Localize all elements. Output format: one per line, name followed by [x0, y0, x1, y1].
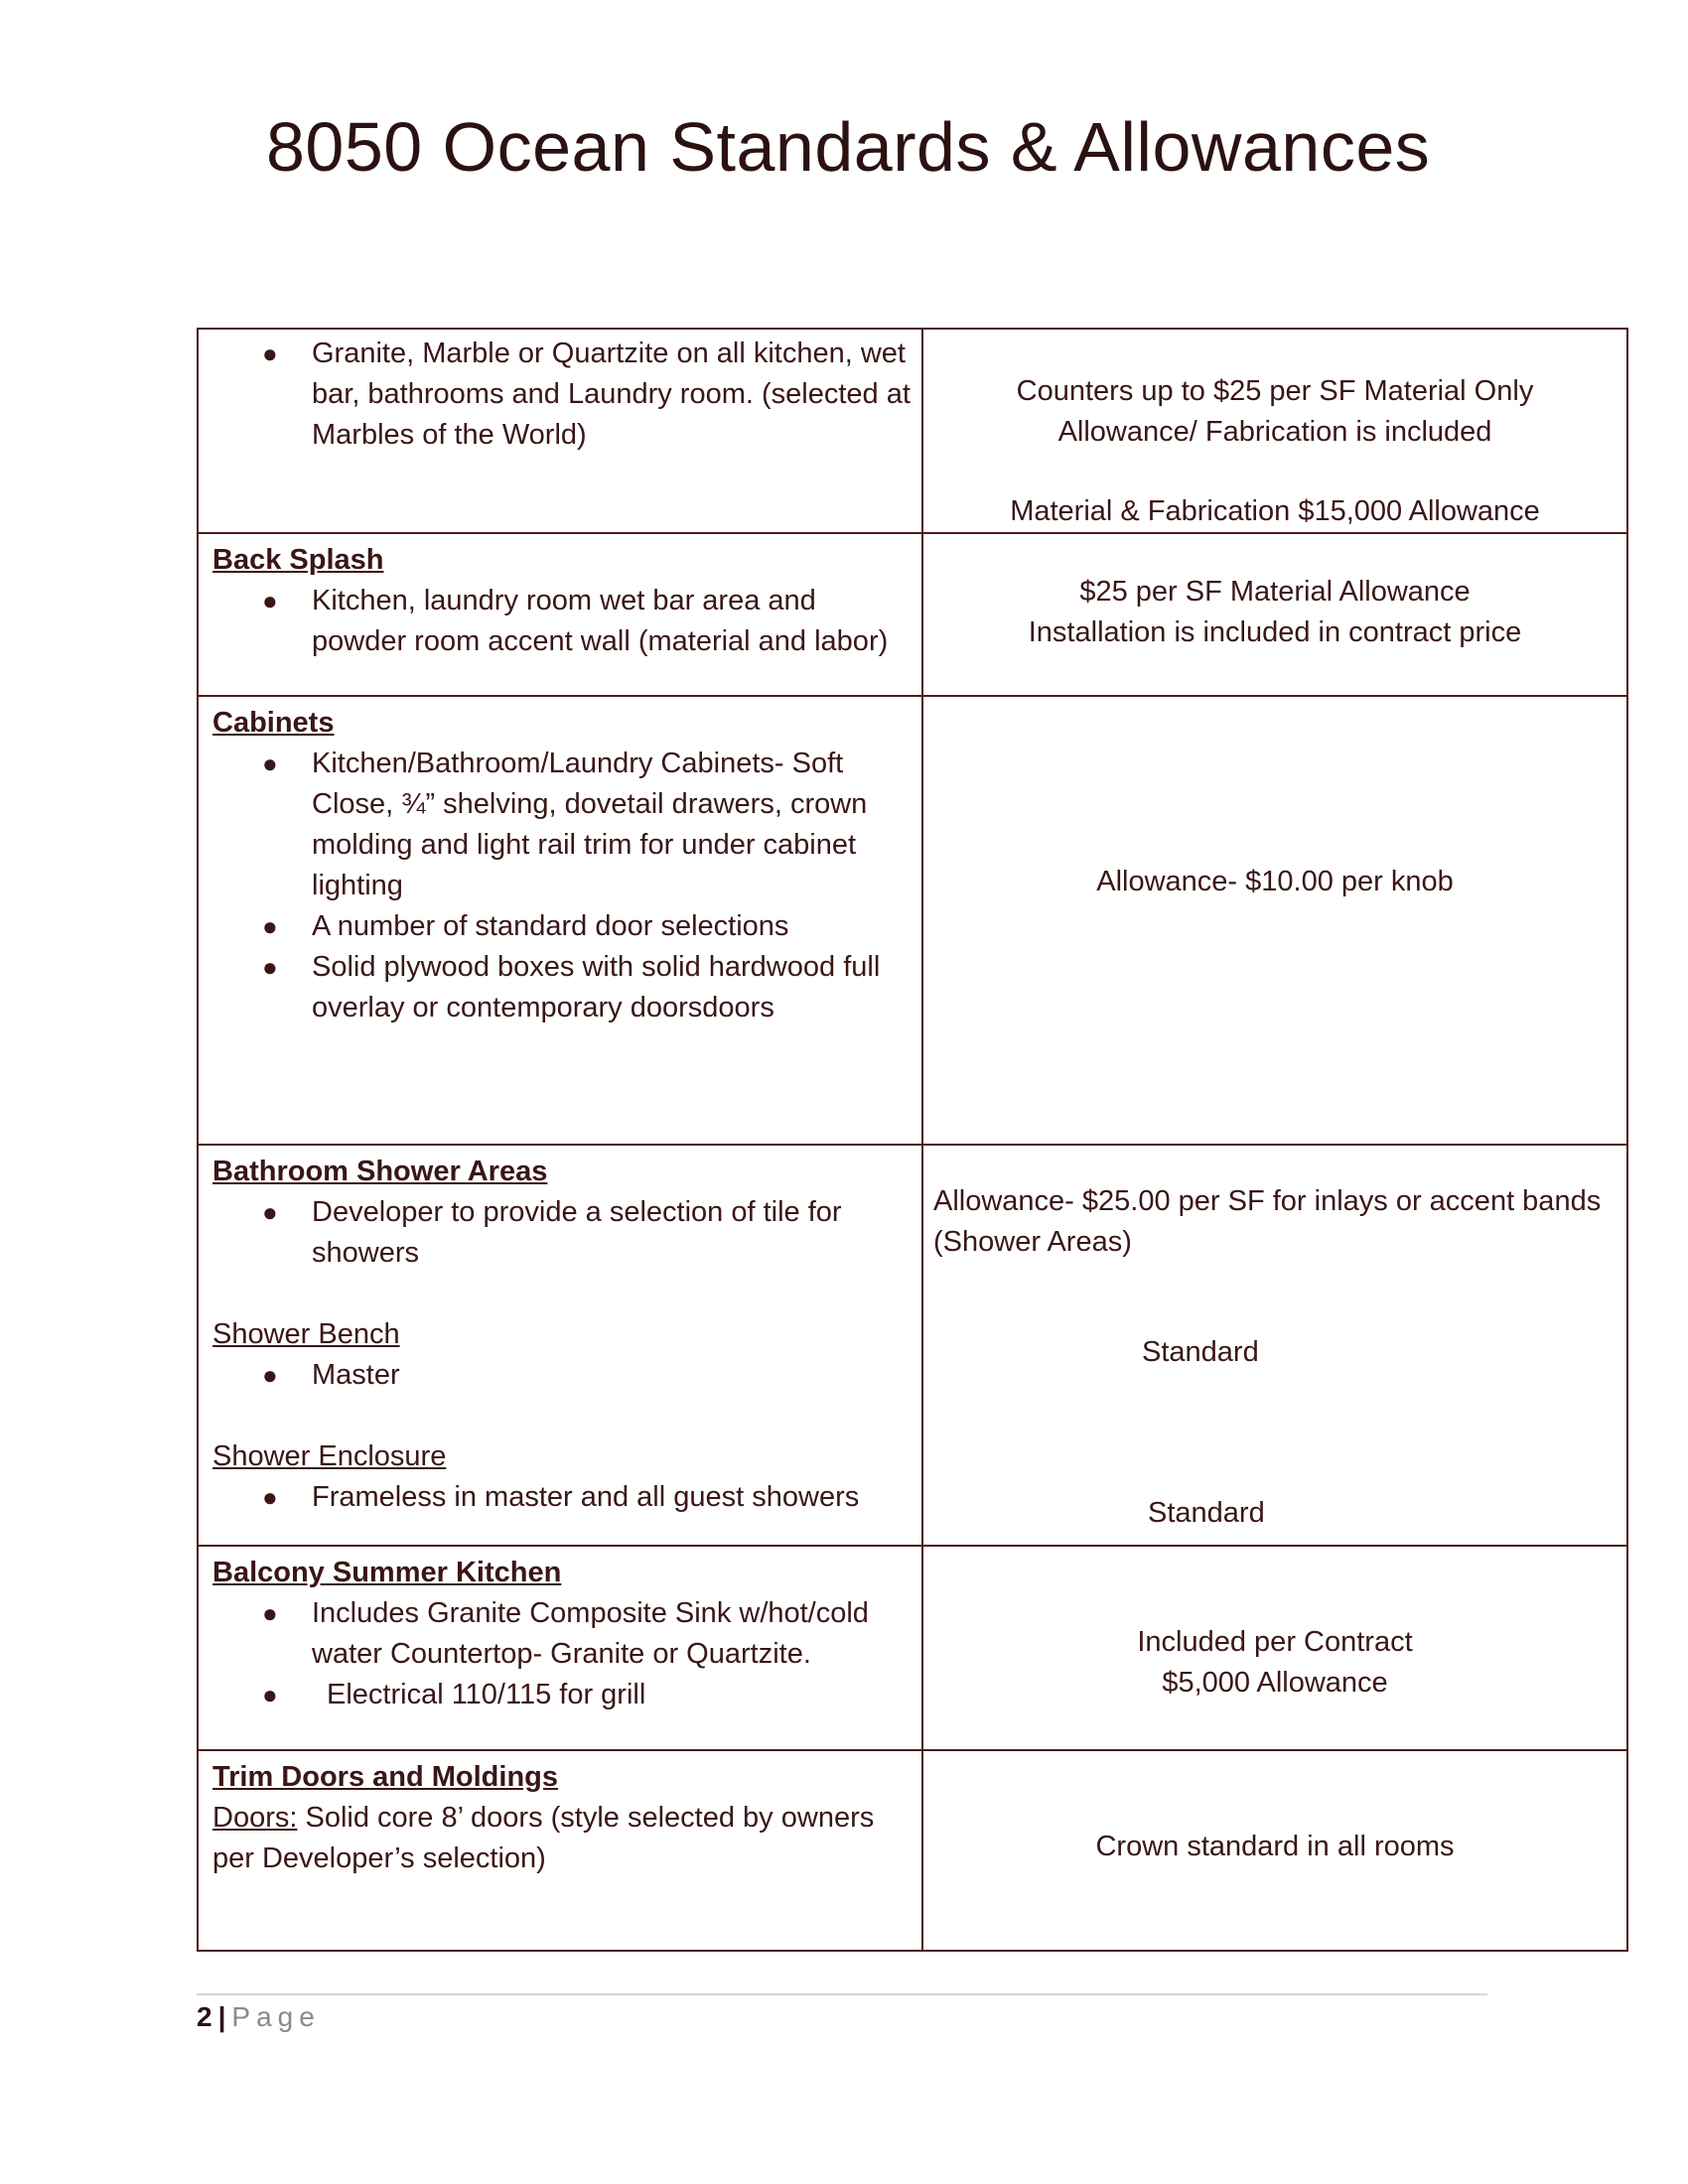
allowance-text: Standard: [1142, 1336, 1259, 1368]
table-row: [198, 696, 1627, 1145]
table-row: [198, 1145, 1627, 1546]
right-cell: [922, 696, 1627, 1145]
bullet-icon: ●: [262, 1482, 278, 1512]
allowance-text: Allowance/ Fabrication is included: [1057, 416, 1492, 448]
left-cell: [198, 1546, 922, 1750]
table-row: [198, 329, 1627, 533]
list-item: ● Developer to provide a selection of tile for showers: [212, 1192, 912, 1274]
standards-table: [197, 328, 1628, 1952]
bullet-icon: ●: [262, 911, 278, 941]
bullet-icon: ●: [262, 1680, 278, 1709]
page-word: Page: [231, 2001, 321, 2032]
page-number: 2: [197, 2001, 212, 2032]
list-item: ● Solid plywood boxes with solid hardwood full overlay or contemporary doorsdoors: [212, 947, 912, 1028]
list-item: ● Frameless in master and all guest showers: [212, 1477, 912, 1518]
right-cell: [922, 1145, 1627, 1546]
bullet-icon: ●: [262, 339, 278, 368]
section-heading: Back Splash: [212, 544, 384, 576]
bullet-list: [212, 744, 912, 1028]
allowance-text: Allowance- $25.00 per SF for inlays or accent bands (Shower Areas): [933, 1185, 1602, 1258]
bullet-icon: ●: [262, 586, 278, 615]
footer-separator: |: [217, 2001, 226, 2032]
left-cell: [198, 1750, 922, 1951]
right-cell: [922, 1546, 1627, 1750]
list-item: ● Granite, Marble or Quartzite on all kitchen, wet bar, bathrooms and Laundry room. (selected at Marbles of the World): [212, 334, 912, 456]
allowance-text: $25 per SF Material Allowance: [1079, 576, 1471, 608]
bullet-list: [212, 334, 912, 456]
subsection-heading: Shower Bench: [212, 1318, 400, 1350]
section-heading: Trim Doors and Moldings: [212, 1761, 559, 1793]
table-row: [198, 1750, 1627, 1951]
bullet-icon: ●: [262, 1598, 278, 1628]
bullet-list: [212, 1192, 912, 1274]
left-cell: [198, 533, 922, 696]
allowance-text: Included per Contract: [1137, 1626, 1413, 1658]
bullet-icon: ●: [262, 952, 278, 982]
table-row: [198, 533, 1627, 696]
list-item: ● Includes Granite Composite Sink w/hot/cold water Countertop- Granite or Quartzite.: [212, 1593, 912, 1675]
bullet-list: [212, 1477, 912, 1518]
footer-divider: [197, 1993, 1487, 1995]
allowance-text: Standard: [1148, 1497, 1265, 1529]
right-cell: [922, 329, 1627, 533]
bullet-list: [212, 1355, 912, 1396]
page-title: 8050 Ocean Standards & Allowances: [266, 108, 1431, 186]
allowance-text: $5,000 Allowance: [1162, 1667, 1388, 1699]
page-footer: [197, 2001, 321, 2033]
allowance-text: Allowance- $10.00 per knob: [1096, 866, 1454, 897]
doors-label: Doors:: [212, 1802, 298, 1834]
right-cell: [922, 533, 1627, 696]
allowance-text: Installation is included in contract price: [1028, 616, 1522, 648]
list-item: ● Master: [212, 1355, 912, 1396]
bullet-icon: ●: [262, 1197, 278, 1227]
list-item: ● Kitchen/Bathroom/Laundry Cabinets- Soft Close, ¾” shelving, dovetail drawers, crown molding and light rail trim for under cabinet lighting: [212, 744, 912, 906]
bullet-icon: ●: [262, 1360, 278, 1390]
left-cell: [198, 696, 922, 1145]
allowance-text: Crown standard in all rooms: [1095, 1831, 1455, 1862]
bullet-list: [212, 581, 912, 662]
subsection-heading: Shower Enclosure: [212, 1440, 447, 1472]
left-cell: [198, 329, 922, 533]
left-cell: [198, 1145, 922, 1546]
bullet-icon: ●: [262, 749, 278, 778]
list-item: ● Kitchen, laundry room wet bar area and powder room accent wall (material and labor): [212, 581, 912, 662]
bullet-list: [212, 1593, 912, 1715]
doors-text: Solid core 8’ doors (style selected by owners per Developer’s selection): [212, 1802, 875, 1874]
list-item: ● Electrical 110/115 for grill: [212, 1675, 912, 1715]
section-heading: Cabinets: [212, 707, 335, 739]
table-row: [198, 1546, 1627, 1750]
list-item: ● A number of standard door selections: [212, 906, 912, 947]
doors-description: [212, 1798, 912, 1879]
section-heading: Balcony Summer Kitchen: [212, 1557, 562, 1588]
section-heading: Bathroom Shower Areas: [212, 1156, 548, 1187]
allowance-text: Material & Fabrication $15,000 Allowance: [1010, 495, 1540, 527]
allowance-text: Counters up to $25 per SF Material Only: [1016, 375, 1534, 407]
right-cell: [922, 1750, 1627, 1951]
